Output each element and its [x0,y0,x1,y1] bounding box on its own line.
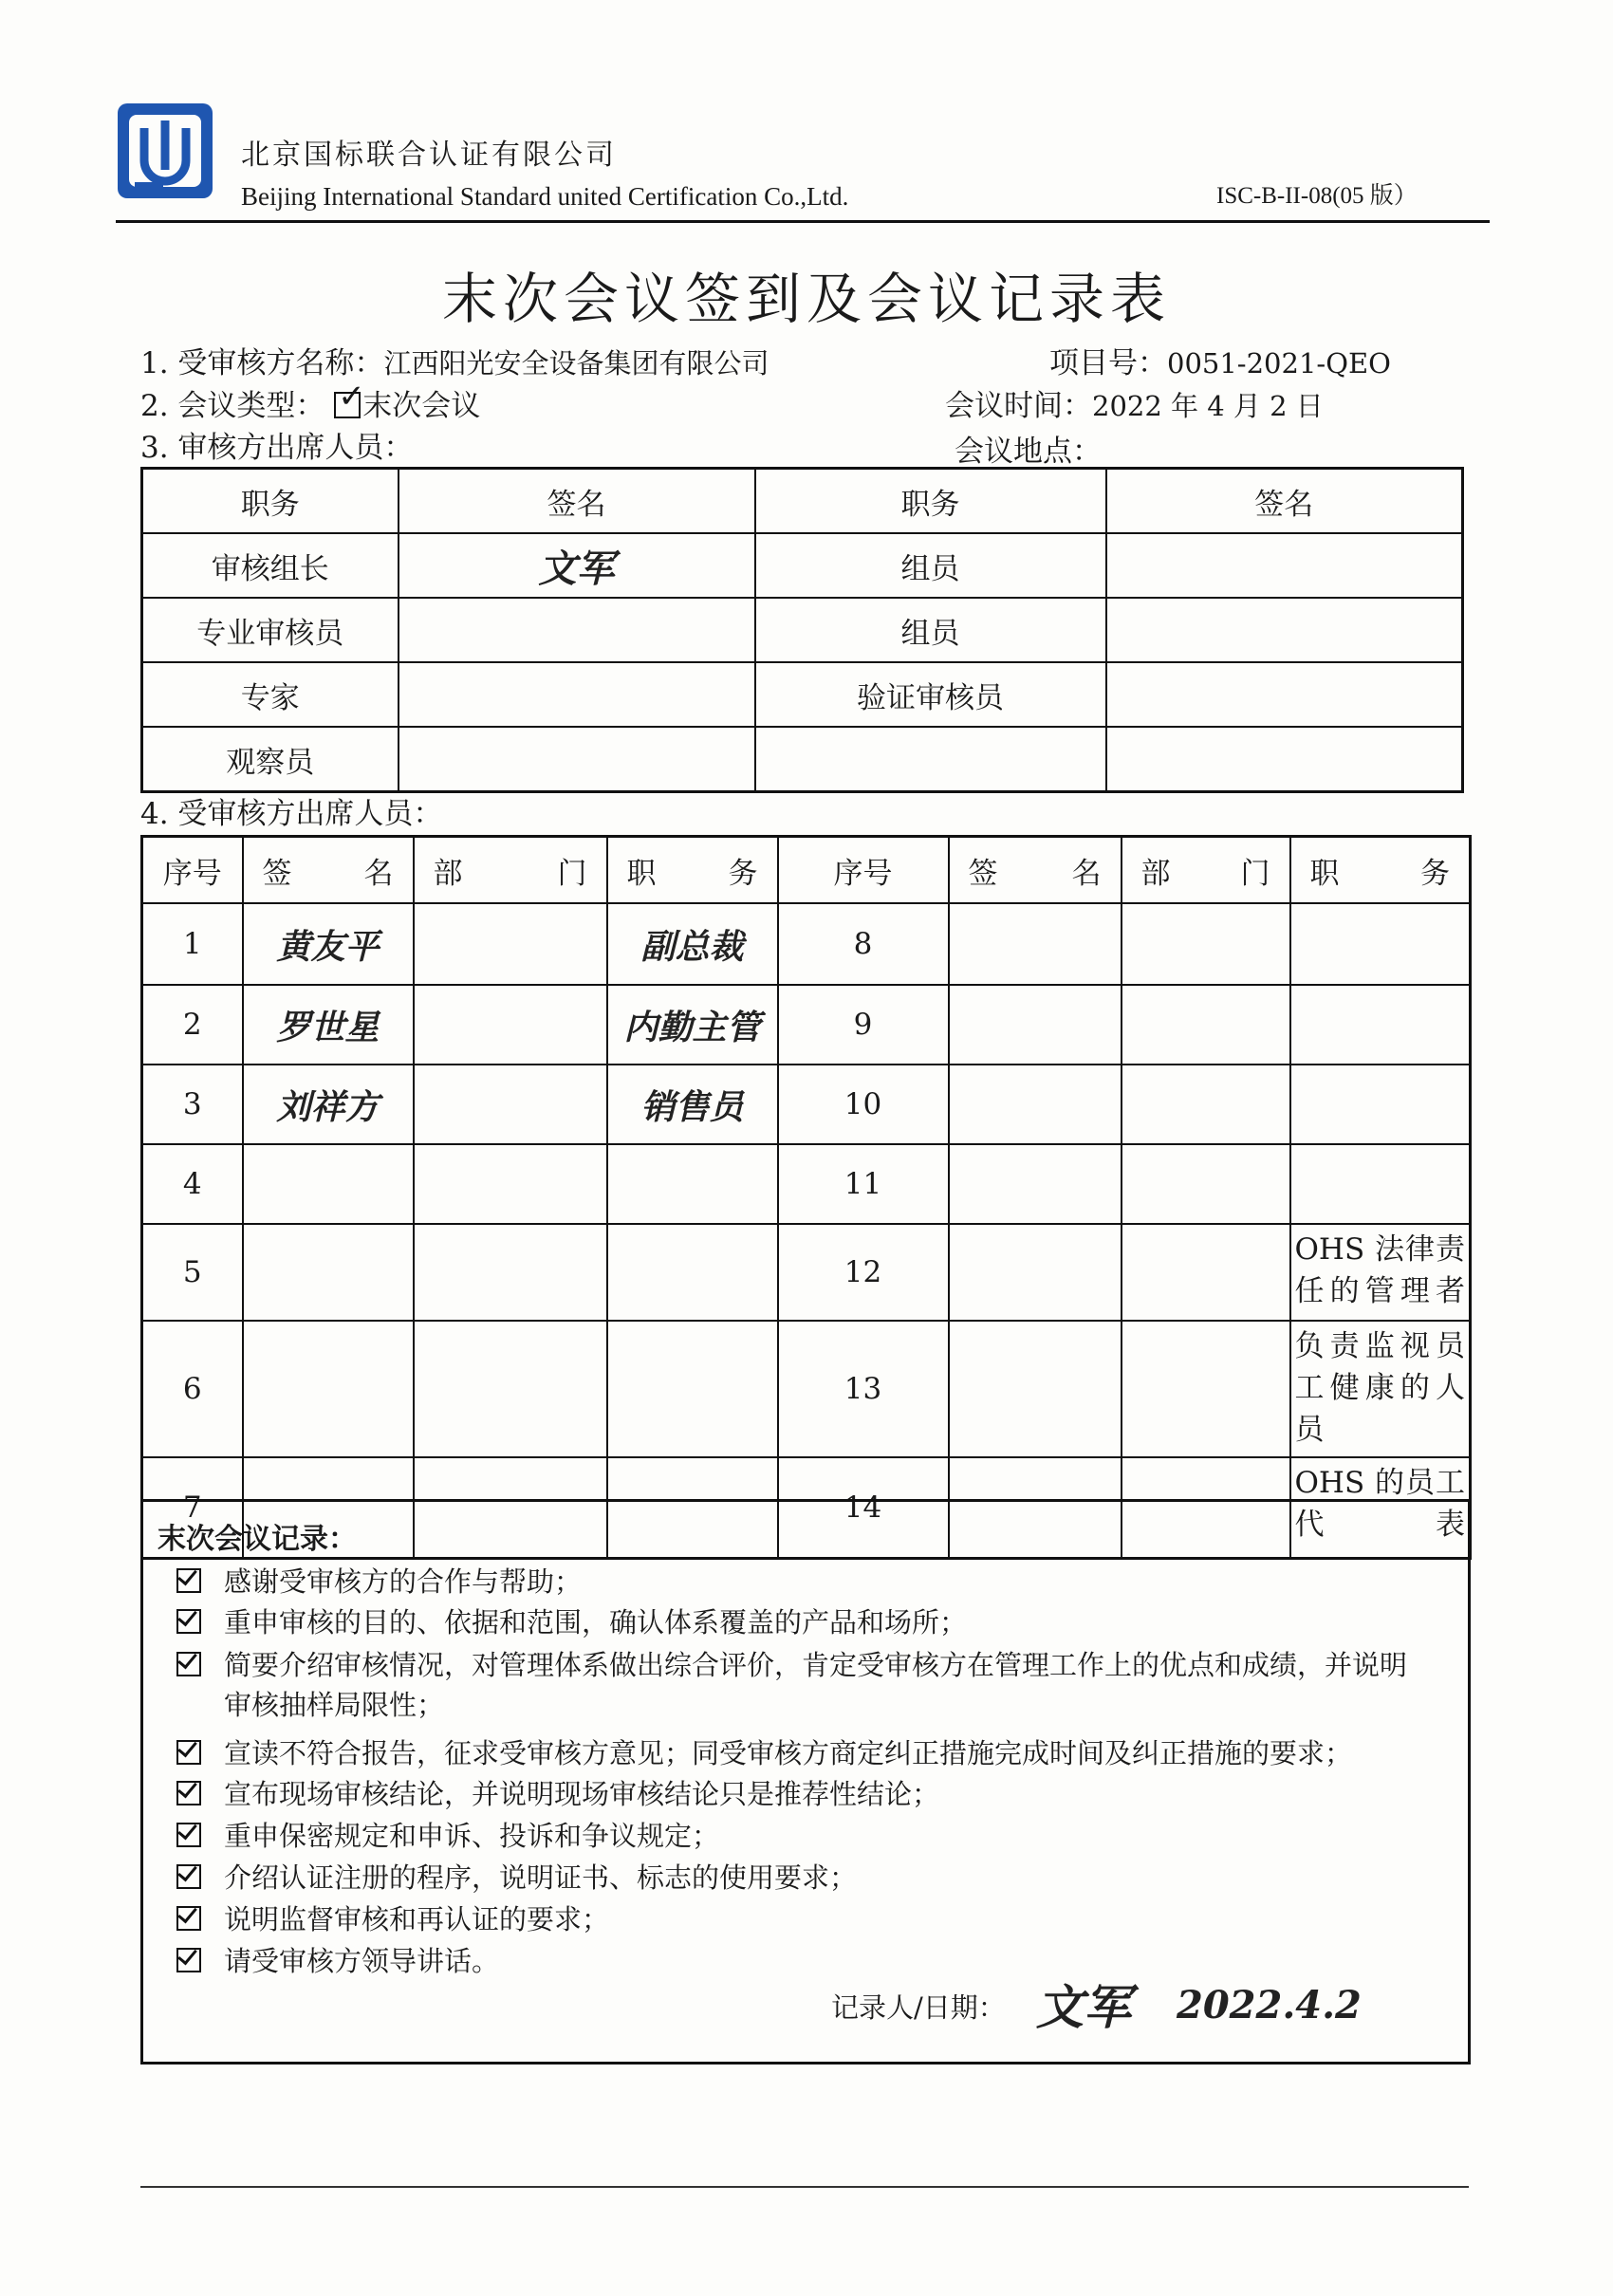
checkmark-icon: ✓ [338,378,365,416]
column-header-dept: 部 门 [1122,837,1290,904]
record-item[interactable]: 说明监督审核和再认证的要求； [176,1898,609,1937]
department-cell[interactable] [414,1224,607,1321]
record-item[interactable]: 简要介绍审核情况，对管理体系做出综合评价，肯定受审核方在管理工作上的优点和成绩，并说明 [176,1644,1407,1683]
meeting-type-checkbox[interactable] [334,378,365,418]
signature-cell[interactable] [949,1224,1122,1321]
audit-attendees-label: 3. 审核方出席人员： [140,431,414,465]
meeting-time-line [945,381,1324,424]
records-title: 末次会议记录： [158,1523,357,1556]
position-cell[interactable] [607,985,778,1065]
table-row [142,533,1463,598]
role-cell: 专家 [142,662,399,727]
position-cell[interactable] [607,903,778,985]
column-header: 职务 [755,469,1106,534]
signature-cell[interactable] [243,985,414,1065]
audit-team-table [140,467,1464,793]
handwritten-text: 副总裁 [640,926,744,967]
table-row [142,1144,1471,1224]
meeting-place-label: 会议地点： [955,435,1102,469]
position-note: OHS 法律责任的管理者 [1294,1232,1465,1308]
project-value: 0051-2021-QEO [1167,347,1391,380]
handwritten-text: 黄友平 [276,926,380,967]
record-item[interactable]: 宣布现场审核结论，并说明现场审核结论只是推荐性结论； [176,1773,939,1812]
signature-cell[interactable] [399,662,755,727]
row-number: 11 [778,1144,949,1224]
handwritten-signature: 文军 [538,546,615,591]
position-note: 负责监视员工健康的人员 [1294,1329,1465,1447]
role-cell: 观察员 [142,727,399,792]
row-number: 3 [142,1065,243,1144]
company-name-cn: 北京国标联合认证有限公司 [241,139,617,172]
table-row [142,903,1471,985]
row-number: 5 [142,1224,243,1321]
position-cell[interactable] [1290,1321,1471,1457]
role-cell: 审核组长 [142,533,399,598]
department-cell[interactable] [414,1144,607,1224]
signature-cell[interactable] [399,598,755,662]
department-cell[interactable] [1122,903,1290,985]
table-row [142,1224,1471,1321]
department-cell[interactable] [1122,1224,1290,1321]
signature-cell[interactable] [949,903,1122,985]
meeting-type-line [140,378,481,424]
position-cell[interactable] [1290,903,1471,985]
auditee-name-line [140,339,769,381]
auditee-label: 1. 受审核方名称： [140,346,384,380]
signature-cell[interactable] [949,1321,1122,1457]
table-row [142,1321,1471,1457]
column-header: 签名 [399,469,755,534]
row-number: 10 [778,1065,949,1144]
position-cell[interactable] [607,1321,778,1457]
checkbox-checked-icon [176,1948,201,1972]
company-logo [116,102,214,200]
record-item[interactable]: 宣读不符合报告，征求受审核方意见；同受审核方商定纠正措施完成时间及纠正措施的要求； [176,1732,1352,1771]
signature-cell[interactable] [949,1144,1122,1224]
column-header: 签名 [1106,469,1463,534]
column-header-sign: 签 名 [949,837,1122,904]
record-item[interactable]: 请受审核方领导讲话。 [176,1940,499,1979]
column-header-no: 序号 [142,837,243,904]
checkbox-checked-icon [176,1906,201,1931]
table-row [142,662,1463,727]
auditee-attendees-label: 4. 受审核方出席人员： [140,797,443,831]
signature-cell[interactable] [243,1224,414,1321]
position-cell[interactable] [1290,1144,1471,1224]
meeting-time-value: 2022 年 4 月 2 日 [1092,390,1324,422]
signature-cell[interactable] [1106,533,1463,598]
handwritten-text: 刘祥方 [276,1086,380,1127]
checkbox-checked-icon [176,1652,201,1676]
position-cell[interactable] [607,1065,778,1144]
handwritten-text: 罗世星 [276,1007,380,1047]
department-cell[interactable] [1122,985,1290,1065]
company-name-en: Beijing International Standard united Certification Co.,Ltd. [241,182,849,211]
signature-cell[interactable] [243,1065,414,1144]
department-cell[interactable] [414,1065,607,1144]
row-number: 4 [142,1144,243,1224]
signature-cell[interactable] [1106,598,1463,662]
signature-cell[interactable] [243,903,414,985]
position-cell[interactable] [607,1144,778,1224]
meeting-type-value: 末次会议 [362,389,481,423]
table-header-row [142,837,1471,904]
department-cell[interactable] [414,1321,607,1457]
handwritten-text: 销售员 [640,1086,744,1127]
role-cell: 专业审核员 [142,598,399,662]
signature-cell[interactable] [243,1144,414,1224]
table-row [142,1065,1471,1144]
form-code: ISC-B-II-08(05 版） [1216,183,1418,209]
auditee-value: 江西阳光安全设备集团有限公司 [383,347,769,380]
row-number: 1 [142,903,243,985]
recorder-signature: 文军 [1036,1979,1131,2035]
record-item[interactable]: 重申审核的目的、依据和范围，确认体系覆盖的产品和场所； [176,1602,967,1640]
checkbox-checked-icon [176,1609,201,1634]
column-header-position: 职 务 [1290,837,1471,904]
signature-cell[interactable] [1106,727,1463,792]
row-number: 12 [778,1224,949,1321]
table-row [142,598,1463,662]
checkbox-checked-icon [176,1781,201,1805]
department-cell[interactable] [1122,1144,1290,1224]
signature-cell[interactable] [399,533,755,598]
document-title: 末次会议签到及会议记录表 [441,267,1171,331]
role-cell: 验证审核员 [755,662,1106,727]
footer-divider [140,2186,1469,2188]
column-header-position: 职 务 [607,837,778,904]
signature-cell[interactable] [399,727,755,792]
role-cell [755,727,1106,792]
row-number: 6 [142,1321,243,1457]
table-row [142,985,1471,1065]
checkbox-checked-icon [176,1864,201,1889]
record-item-continuation: 审核抽样局限性； [224,1689,445,1721]
checkbox-checked-icon [176,1740,201,1765]
row-number: 2 [142,985,243,1065]
row-number: 8 [778,903,949,985]
department-cell[interactable] [1122,1065,1290,1144]
column-header-sign: 签 名 [243,837,414,904]
project-label: 项目号： [1049,346,1167,380]
project-line [1049,339,1391,381]
header-divider [116,220,1490,223]
meeting-type-label: 2. 会议类型： [140,389,325,423]
signature-cell[interactable] [949,985,1122,1065]
checkbox-checked-icon [176,1823,201,1847]
position-cell[interactable] [1290,1224,1471,1321]
record-item[interactable]: 感谢受审核方的合作与帮助； [176,1561,582,1600]
record-item[interactable]: 重申保密规定和申诉、投诉和争议规定； [176,1815,719,1854]
position-cell[interactable] [607,1224,778,1321]
meeting-time-label: 会议时间： [945,389,1092,423]
column-header-no: 序号 [778,837,949,904]
row-number: 9 [778,985,949,1065]
checkbox-checked-icon [176,1568,201,1593]
row-number: 13 [778,1321,949,1457]
department-cell[interactable] [1122,1321,1290,1457]
department-cell[interactable] [414,985,607,1065]
record-item[interactable]: 介绍认证注册的程序，说明证书、标志的使用要求； [176,1857,857,1896]
department-cell[interactable] [414,903,607,985]
recorder-date: 2022.4.2 [1177,1983,1362,2028]
position-cell[interactable] [1290,985,1471,1065]
auditee-attendance-table [140,835,1472,1560]
signature-cell[interactable] [1106,662,1463,727]
signature-cell[interactable] [949,1065,1122,1144]
row-number: 7 [142,1457,243,1559]
column-header-dept: 部 门 [414,837,607,904]
signature-cell[interactable] [243,1321,414,1457]
row-number: 14 [778,1457,949,1559]
table-row [142,727,1463,792]
recorder-date-label: 记录人/日期： [831,1991,1006,2024]
column-header: 职务 [142,469,399,534]
position-note: OHS 的员工代表 [1294,1466,1465,1542]
role-cell: 组员 [755,533,1106,598]
role-cell: 组员 [755,598,1106,662]
handwritten-text: 内勤主管 [623,1007,761,1047]
position-cell[interactable] [1290,1065,1471,1144]
